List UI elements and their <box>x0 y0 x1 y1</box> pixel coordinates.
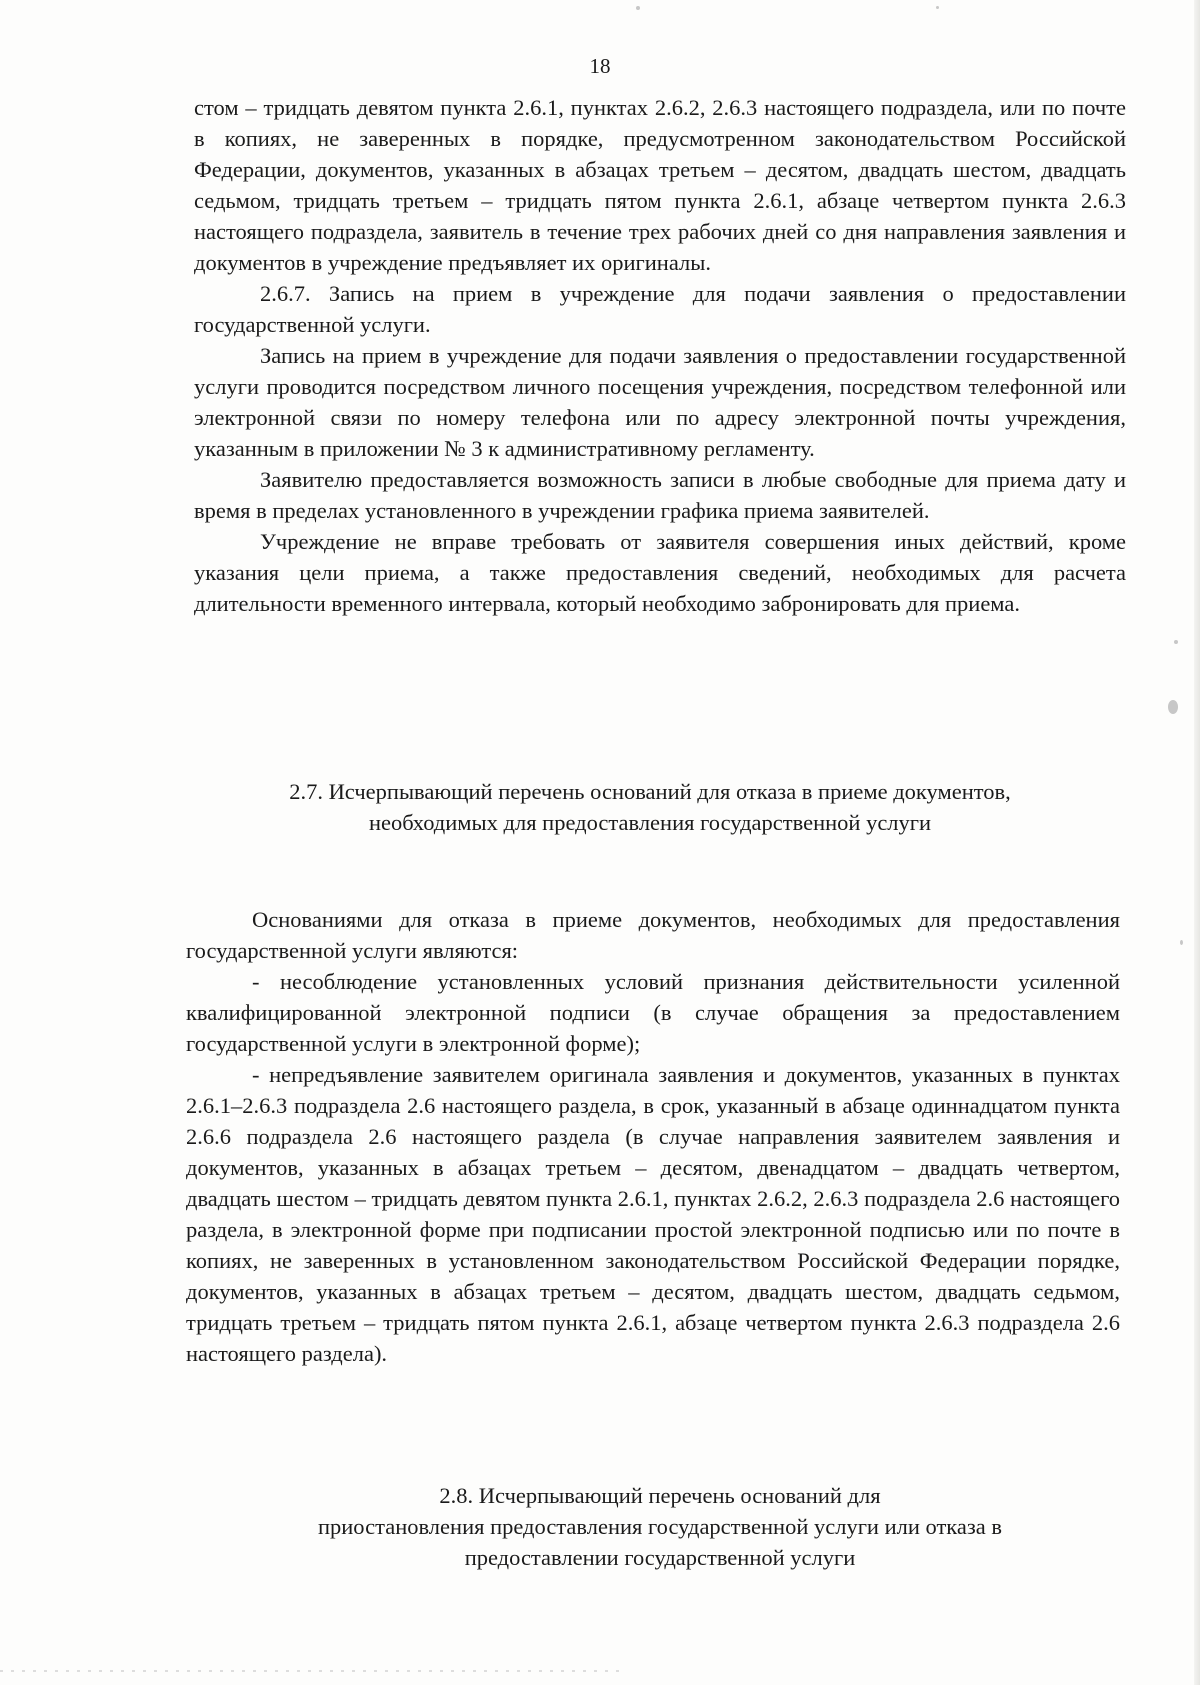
list-item-signature: - несоблюдение установленных условий признания действительности усиленной квалифицированной электронной подписи (в случае обращения за предоставлением государственной услуги в электронной форме); <box>186 969 1120 1056</box>
paragraph-appointment-methods: Запись на прием в учреждение для подачи заявления о предоставлении государственной услуги проводится посредством личного посещения учреждения, посредством телефонной или электронной связи по номеру телефона или по адресу электронной почты учреждения, указанным в приложении № 3 к административному регламенту. <box>194 343 1126 461</box>
scan-edge <box>1194 0 1200 1685</box>
paragraph-no-extra-requirements: Учреждение не вправе требовать от заявителя совершения иных действий, кроме указания цели приема, а также предоставления сведений, необходимых для расчета длительности временного интервала, который необходимо забронировать для приема. <box>194 529 1126 616</box>
heading-line: 2.8. Исчерпывающий перечень оснований для <box>439 1483 881 1508</box>
paragraph-grounds-intro: Основаниями для отказа в приеме документов, необходимых для предоставления государственной услуги являются: <box>186 907 1120 963</box>
list-item-originals: - непредъявление заявителем оригинала заявления и документов, указанных в пунктах 2.6.1–2.6.3 подраздела 2.6 настоящего раздела, в срок, указанный в абзаце одиннадцатом пункта 2.6.6 подраздела 2.6 настоящего раздела (в случае направления заявителем заявления и документов, указанных в абзацах третьем – десятом, двенадцатом – двадцать четвертом, двадцать шестом – тридцать девятом пункта 2.6.1, пунктах 2.6.2, 2.6.3 подраздела 2.6 настоящего раздела, в электронной форме при подписании простой электронной подписью или по почте в копиях, не заверенных в установленном законодательством Российской Федерации порядке, документов, указанных в абзацах третьем – десятом, двадцать шестом, двадцать седьмом, тридцать третьем – тридцать пятом пункта 2.6.1, абзаце четвертом пункта 2.6.3 подраздела 2.6 настоящего раздела). <box>186 1062 1120 1366</box>
heading-line: необходимых для предоставления государственной услуги <box>368 810 932 835</box>
scan-speck <box>636 6 640 10</box>
heading-line: предоставлении государственной услуги <box>464 1545 856 1570</box>
scan-bottom-noise <box>0 1670 620 1672</box>
scan-speck <box>1174 640 1178 644</box>
body-text-block-2 <box>186 904 1120 1369</box>
scan-speck <box>1180 940 1183 945</box>
paragraph-continuation: стом – тридцать девятом пункта 2.6.1, пунктах 2.6.2, 2.6.3 настоящего подраздела, или по почте в копиях, не заверенных в порядке, предусмотренном законодательством Российской Федерации, документов, указанных в абзацах третьем – десятом, двадцать шестом, двадцать седьмом, тридцать третьем – тридцать пятом пункта 2.6.1, абзаце четвертом пункта 2.6.3 настоящего подраздела, заявитель в течение трех рабочих дней со дня направления заявления и документов в учреждение предъявляет их оригиналы. <box>194 95 1126 275</box>
page-number: 18 <box>589 54 611 78</box>
paragraph-appointment-time: Заявителю предоставляется возможность записи в любые свободные для приема дату и время в пределах установленного в учреждении графика приема заявителей. <box>194 467 1126 523</box>
scan-speck <box>1168 700 1178 714</box>
heading-line: 2.7. Исчерпывающий перечень оснований для отказа в приеме документов, <box>289 779 1011 804</box>
scan-speck <box>936 6 939 9</box>
heading-line: приостановления предоставления государственной услуги или отказа в <box>317 1514 1003 1539</box>
section-heading-2-7 <box>180 776 1120 838</box>
body-text-block-1 <box>194 92 1126 619</box>
section-heading-2-8 <box>200 1480 1120 1573</box>
paragraph-2-6-7: 2.6.7. Запись на прием в учреждение для подачи заявления о предоставлении государственной услуги. <box>194 281 1126 337</box>
